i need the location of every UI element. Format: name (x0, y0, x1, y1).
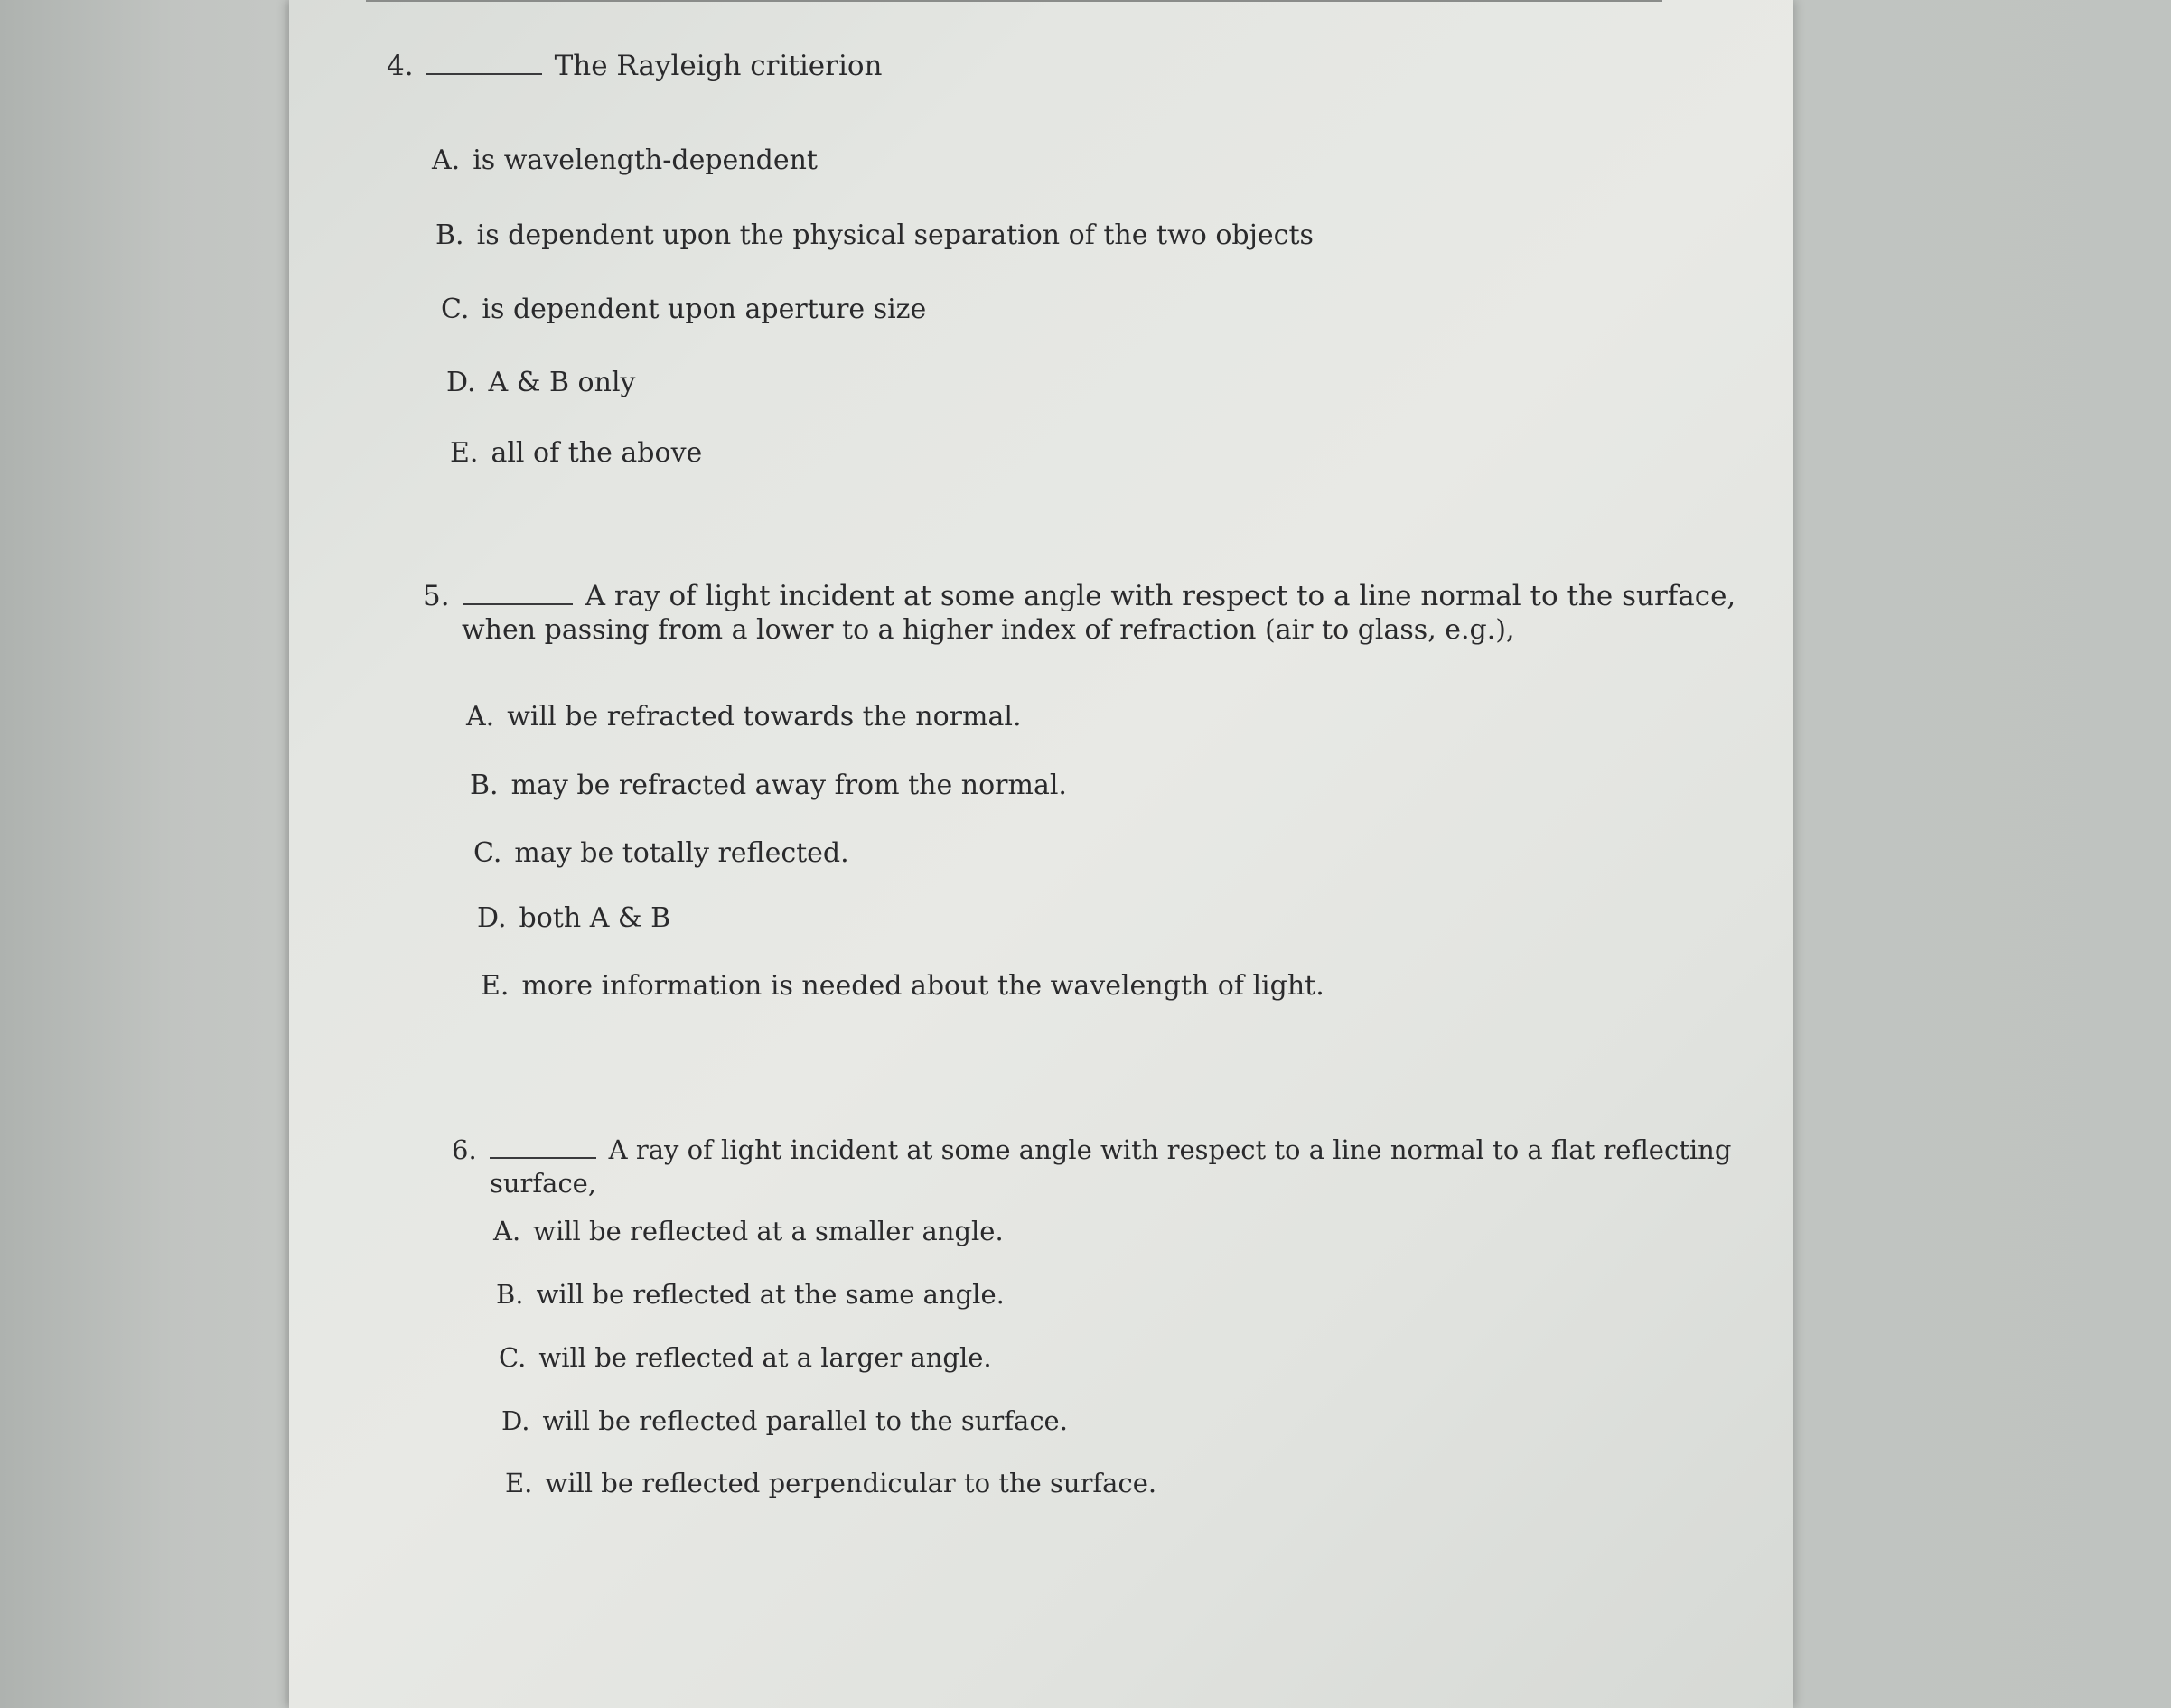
option-5b (470, 770, 1067, 802)
question-number: 6. (452, 1134, 477, 1165)
option-text: is dependent upon the physical separation of the two objects (476, 219, 1314, 251)
option-letter: B. (470, 770, 499, 801)
top-rule (366, 0, 1662, 2)
option-letter: C. (473, 837, 502, 869)
option-text: will be reflected parallel to the surface. (542, 1405, 1068, 1436)
option-6c (499, 1341, 992, 1374)
option-text: may be totally reflected. (514, 837, 849, 869)
answer-blank[interactable] (426, 50, 542, 75)
option-letter: C. (441, 294, 470, 325)
option-letter: A. (432, 145, 461, 176)
option-text: more information is needed about the wavelength of light. (521, 970, 1324, 1002)
option-letter: D. (501, 1405, 530, 1436)
option-text: will be reflected at the same angle. (536, 1279, 1005, 1310)
option-4b (435, 219, 1314, 252)
option-4c (441, 294, 926, 326)
option-text: is dependent upon aperture size (482, 294, 927, 325)
question-6-stem-continued: surface, (490, 1168, 597, 1199)
option-text: all of the above (491, 437, 703, 469)
option-4e (450, 437, 702, 470)
option-5e (481, 970, 1324, 1003)
answer-blank[interactable] (463, 580, 573, 605)
option-text: will be reflected at a larger angle. (538, 1342, 992, 1373)
option-6e (505, 1467, 1156, 1499)
question-5-stem-continued: when passing from a lower to a higher index of refraction (air to glass, e.g.), (462, 614, 1515, 646)
option-text: will be reflected perpendicular to the surface. (545, 1468, 1157, 1498)
option-text: A & B only (488, 367, 636, 398)
option-letter: C. (499, 1342, 527, 1373)
option-4d (446, 367, 635, 399)
option-text: both A & B (519, 902, 671, 934)
question-stem: The Rayleigh critierion (554, 50, 883, 82)
option-letter: E. (505, 1468, 533, 1498)
option-4a (432, 145, 818, 177)
question-5 (423, 579, 1736, 613)
option-letter: E. (450, 437, 479, 469)
option-6a (493, 1215, 1004, 1247)
option-6b (496, 1278, 1005, 1311)
option-5a (466, 701, 1022, 733)
option-6d (501, 1405, 1068, 1437)
answer-blank[interactable] (490, 1134, 596, 1159)
option-letter: D. (446, 367, 476, 398)
option-5c (473, 837, 849, 870)
option-letter: A. (466, 701, 495, 733)
question-4 (387, 49, 882, 83)
option-letter: B. (435, 219, 464, 251)
option-text: will be reflected at a smaller angle. (533, 1216, 1004, 1246)
option-letter: E. (481, 970, 510, 1002)
option-text: will be refracted towards the normal. (507, 701, 1022, 733)
option-letter: A. (493, 1216, 521, 1246)
question-6 (452, 1133, 1731, 1167)
question-stem: A ray of light incident at some angle with respect to a line normal to the surface, (585, 580, 1736, 612)
option-letter: D. (477, 902, 507, 934)
option-text: may be refracted away from the normal. (510, 770, 1067, 801)
option-5d (477, 902, 670, 935)
question-stem: A ray of light incident at some angle with respect to a line normal to a flat reflecting (608, 1134, 1732, 1165)
option-text: is wavelength-dependent (473, 145, 818, 176)
option-letter: B. (496, 1279, 524, 1310)
question-number: 4. (387, 50, 414, 82)
question-number: 5. (423, 580, 450, 612)
